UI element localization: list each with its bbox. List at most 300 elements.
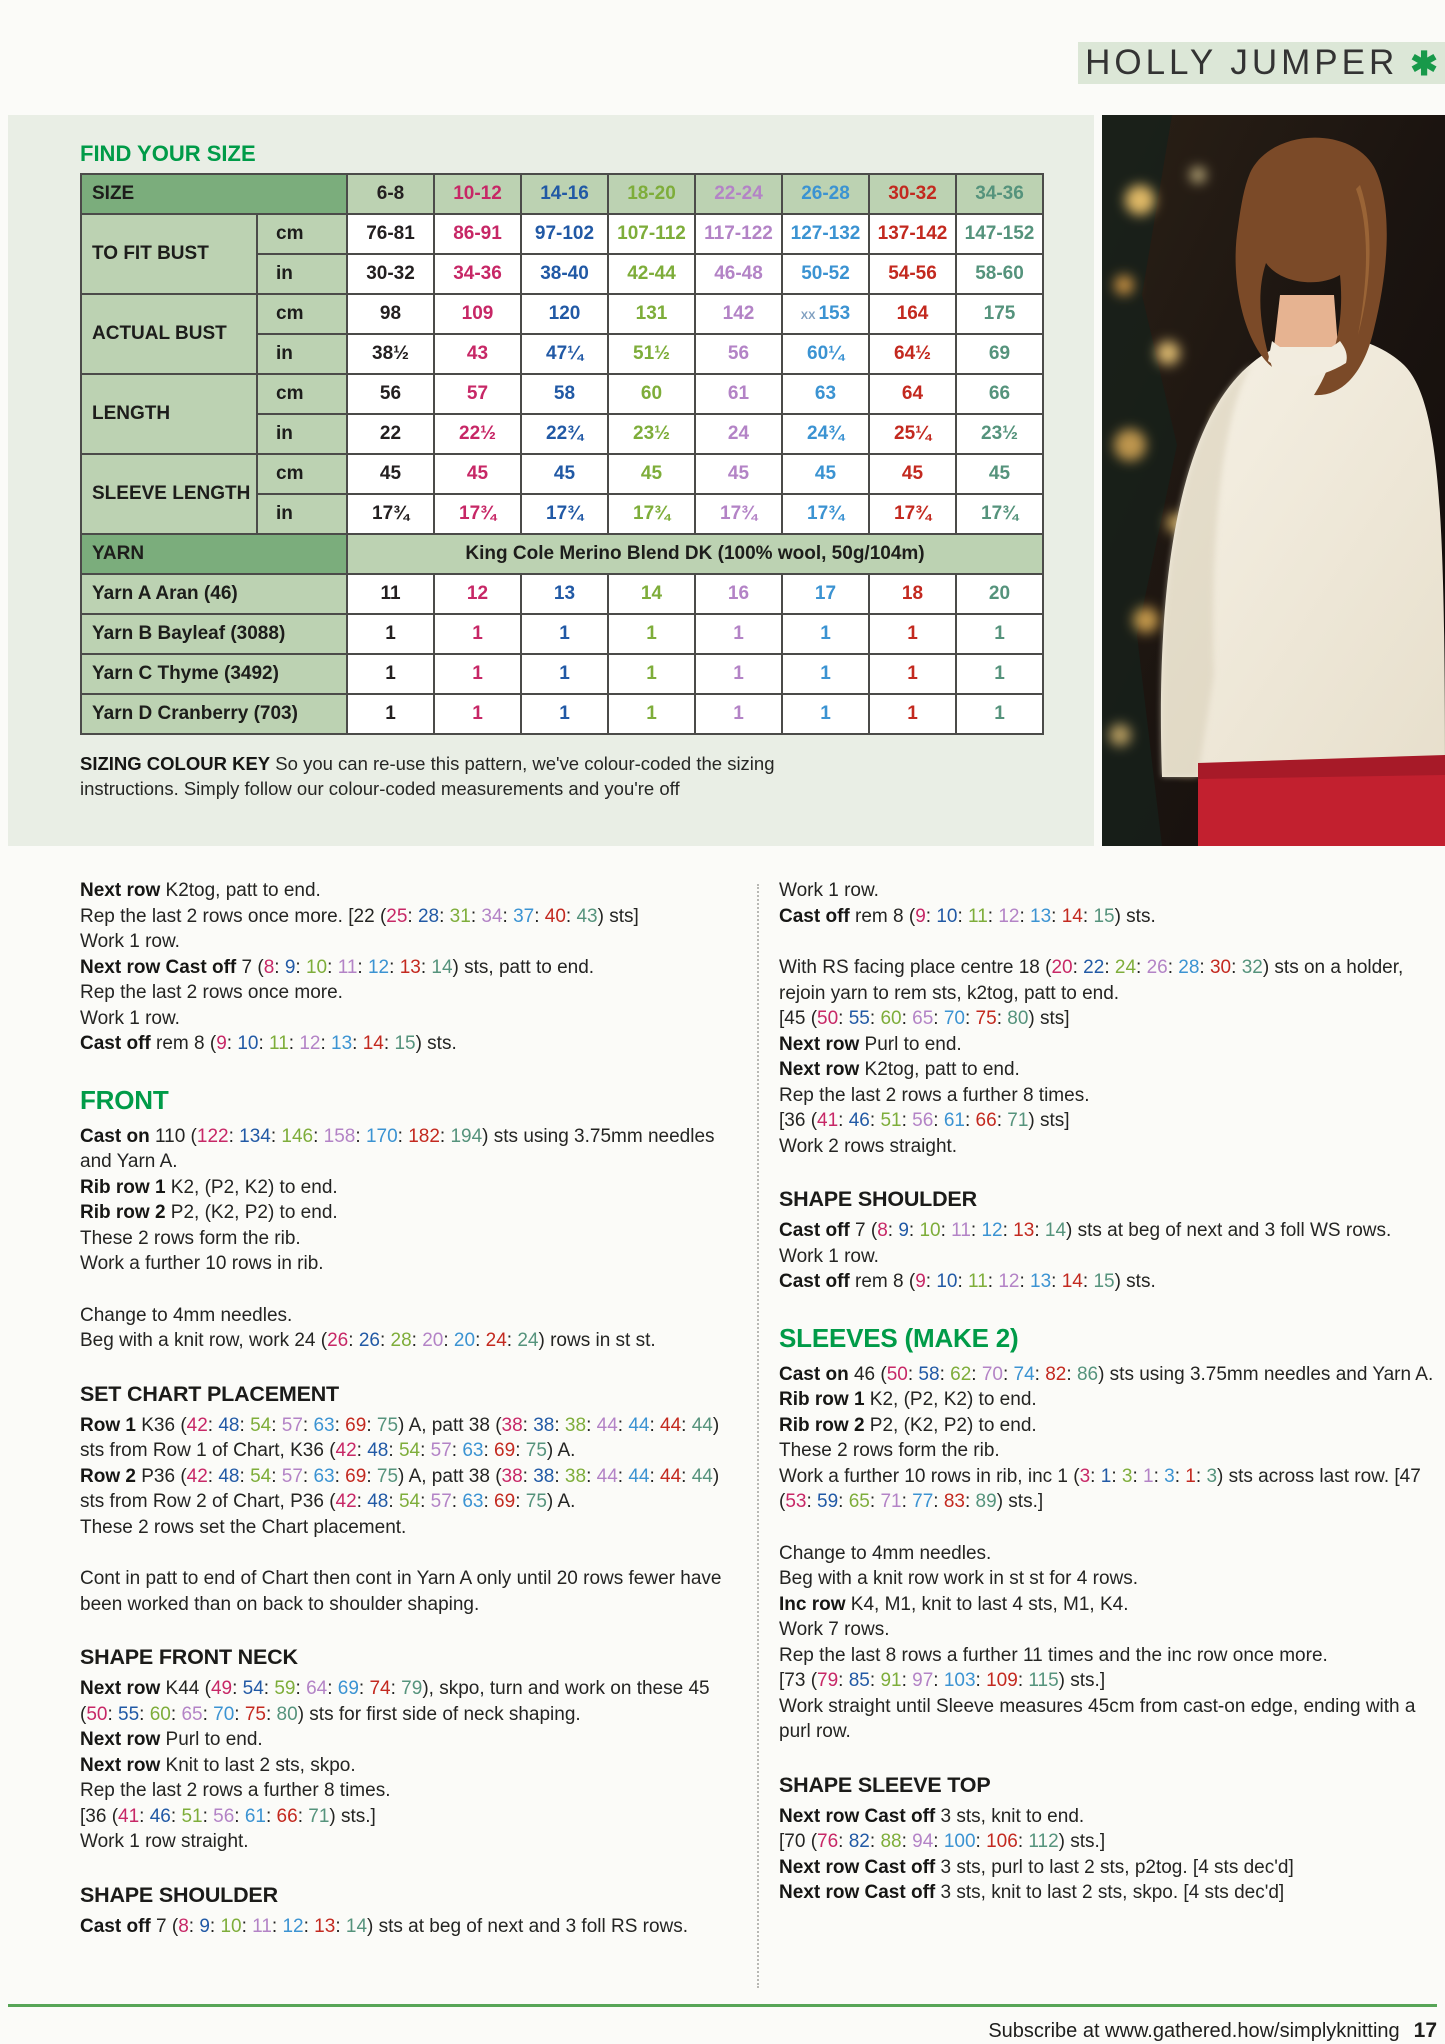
size-value: 46 bbox=[848, 1110, 870, 1131]
measure-value-cell: 17¾ bbox=[347, 494, 434, 534]
page-number: 17 bbox=[1413, 2019, 1437, 2042]
size-value: 41 bbox=[118, 1805, 140, 1827]
size-value: 24 bbox=[517, 1330, 539, 1351]
size-value: 42 bbox=[335, 1491, 357, 1512]
size-value: 60 bbox=[149, 1703, 171, 1725]
size-value: 42 bbox=[186, 1414, 208, 1436]
size-value: 48 bbox=[367, 1440, 389, 1461]
instruction-line: Cast off 7 (8: 9: 10: 11: 12: 13: 14) sts at beg of next and 3 foll WS rows. bbox=[779, 1220, 1392, 1241]
panel-heading: FIND YOUR SIZE bbox=[80, 141, 256, 166]
size-value: 86 bbox=[1076, 1363, 1099, 1385]
yarn-value-cell: 1 bbox=[347, 694, 434, 734]
instruction-paragraph bbox=[80, 878, 740, 1057]
yarn-value-cell: 1 bbox=[782, 694, 869, 734]
size-value: 51 bbox=[880, 1110, 902, 1131]
size-value: 76 bbox=[817, 1831, 839, 1852]
measure-value-cell: 58-60 bbox=[956, 254, 1043, 294]
size-value: 48 bbox=[218, 1465, 240, 1487]
size-value: 69 bbox=[494, 1491, 516, 1512]
instruction-paragraph bbox=[779, 1362, 1439, 1515]
yarn-value-cell: 1 bbox=[521, 614, 608, 654]
size-value: 15 bbox=[1093, 905, 1115, 927]
size-value: 41 bbox=[817, 1110, 839, 1131]
size-value: 106 bbox=[986, 1831, 1018, 1852]
instruction-paragraph bbox=[80, 1124, 740, 1277]
size-value: 26 bbox=[327, 1330, 349, 1351]
yarn-value-cell: 1 bbox=[434, 694, 521, 734]
yarn-value-cell: 12 bbox=[434, 574, 521, 614]
measure-value-cell: 46-48 bbox=[695, 254, 782, 294]
instruction-line: Work 7 rows. bbox=[779, 1619, 890, 1640]
section-heading: FRONT bbox=[80, 1084, 169, 1115]
instruction-line: Rib row 1 K2, (P2, K2) to end. bbox=[80, 1176, 338, 1198]
size-value: 48 bbox=[367, 1491, 389, 1512]
size-value: 28 bbox=[390, 1330, 412, 1351]
size-value: 77 bbox=[912, 1491, 934, 1512]
size-value: 42 bbox=[335, 1440, 357, 1461]
size-value: 63 bbox=[313, 1414, 335, 1436]
size-value: 11 bbox=[968, 1271, 988, 1292]
instruction-line: Cast off rem 8 (9: 10: 11: 12: 13: 14: 15) sts. bbox=[779, 1271, 1156, 1292]
size-value: 43 bbox=[576, 905, 598, 927]
measure-value-cell: 69 bbox=[956, 334, 1043, 374]
measure-value-cell: 56 bbox=[695, 334, 782, 374]
size-value: 50 bbox=[86, 1703, 108, 1725]
size-value: 26 bbox=[1146, 957, 1168, 978]
size-value: 14 bbox=[1044, 1220, 1067, 1241]
instruction-paragraph bbox=[779, 1541, 1439, 1745]
measure-value-cell: 17¾ bbox=[782, 494, 869, 534]
instruction-line: Row 1 K36 (42: 48: 54: 57: 63: 69: 75) A, patt 38 (38: 38: 38: 44: 44: 44: 44) sts from Row 1 of Chart, K36 (42: 48: 54: 57: 63: 69: 75) A. bbox=[80, 1414, 720, 1461]
size-value: 48 bbox=[218, 1414, 240, 1436]
yarn-row-label: Yarn A Aran (46) bbox=[81, 574, 347, 614]
measure-value-cell: 38½ bbox=[347, 334, 434, 374]
section-heading: SHAPE SHOULDER bbox=[80, 1882, 278, 1907]
measure-value-cell: XX 153 bbox=[782, 294, 869, 334]
measure-value-cell: 97-102 bbox=[521, 214, 608, 254]
instruction-line: [70 (76: 82: 88: 94: 100: 106: 112) sts.] bbox=[779, 1831, 1106, 1852]
size-value: 11 bbox=[337, 956, 358, 978]
size-value: 38 bbox=[501, 1414, 523, 1436]
measure-value-cell: 127-132 bbox=[782, 214, 869, 254]
measure-value-cell: 22½ bbox=[434, 414, 521, 454]
size-value: 71 bbox=[880, 1491, 902, 1512]
size-value: 3 bbox=[1079, 1465, 1091, 1487]
yarn-value-cell: 1 bbox=[695, 614, 782, 654]
size-value: 10 bbox=[919, 1220, 941, 1241]
instruction-line: These 2 rows form the rib. bbox=[779, 1440, 1000, 1461]
measure-value-cell: 45 bbox=[869, 454, 956, 494]
table-row bbox=[81, 614, 1043, 654]
measure-value-cell: 23½ bbox=[956, 414, 1043, 454]
measure-value-cell: 107-112 bbox=[608, 214, 695, 254]
instruction-line: Work 1 row straight. bbox=[80, 1831, 249, 1852]
size-value: 32 bbox=[1241, 957, 1263, 978]
size-value: 30 bbox=[1209, 957, 1232, 978]
yarn-value-cell: 1 bbox=[521, 694, 608, 734]
size-value: 13 bbox=[399, 956, 421, 978]
size-value: 28 bbox=[1178, 957, 1200, 978]
yarn-spec-cell: King Cole Merino Blend DK (100% wool, 50g/104m) bbox=[347, 534, 1043, 574]
measure-row-label: TO FIT BUST bbox=[81, 214, 257, 294]
instruction-line: Cast on 46 (50: 58: 62: 70: 74: 82: 86) sts using 3.75mm needles and Yarn A. bbox=[779, 1363, 1434, 1385]
size-value: 38 bbox=[501, 1465, 523, 1487]
size-column-header: 10-12 bbox=[434, 174, 521, 214]
instruction-line: Change to 4mm needles. bbox=[80, 1304, 293, 1326]
instruction-paragraph bbox=[80, 1413, 740, 1541]
measure-value-cell: 34-36 bbox=[434, 254, 521, 294]
size-value: 3 bbox=[1121, 1465, 1133, 1487]
size-value: 54 bbox=[398, 1491, 421, 1512]
size-value: 42 bbox=[186, 1465, 208, 1487]
size-value: 20 bbox=[422, 1330, 444, 1351]
size-value: 79 bbox=[817, 1670, 839, 1691]
size-value: 25 bbox=[386, 905, 408, 927]
table-row bbox=[81, 454, 1043, 494]
measure-value-cell: 64 bbox=[869, 374, 956, 414]
instruction-line: Next row K2tog, patt to end. bbox=[779, 1059, 1020, 1080]
measure-value-cell: 64½ bbox=[869, 334, 956, 374]
size-value: 12 bbox=[998, 905, 1020, 927]
size-value: 54 bbox=[250, 1465, 272, 1487]
size-value: 13 bbox=[1030, 905, 1052, 927]
yarn-value-cell: 1 bbox=[347, 614, 434, 654]
yarn-value-cell: 1 bbox=[869, 654, 956, 694]
page-header-band bbox=[1078, 42, 1445, 84]
measure-value-cell: 137-142 bbox=[869, 214, 956, 254]
instruction-line: Next row K2tog, patt to end. bbox=[80, 880, 321, 901]
table-row bbox=[81, 294, 1043, 334]
yarn-value-cell: 14 bbox=[608, 574, 695, 614]
flower-icon: ✱ bbox=[1410, 44, 1438, 82]
yarn-value-cell: 1 bbox=[434, 614, 521, 654]
measure-value-cell: 175 bbox=[956, 294, 1043, 334]
size-value: 112 bbox=[1028, 1831, 1059, 1852]
size-value: 8 bbox=[877, 1220, 888, 1241]
section-heading: SHAPE FRONT NECK bbox=[80, 1645, 298, 1669]
model-photo-art bbox=[1102, 115, 1445, 846]
size-value: 66 bbox=[975, 1110, 997, 1131]
unit-cell: cm bbox=[257, 294, 347, 334]
column-divider bbox=[757, 884, 759, 1988]
unit-cell: cm bbox=[257, 214, 347, 254]
size-value: 65 bbox=[912, 1008, 934, 1029]
size-value: 55 bbox=[848, 1008, 870, 1029]
yarn-row-label: Yarn D Cranberry (703) bbox=[81, 694, 347, 734]
size-column-header: 18-20 bbox=[608, 174, 695, 214]
measure-value-cell: 42-44 bbox=[608, 254, 695, 294]
yarn-value-cell: 16 bbox=[695, 574, 782, 614]
yarn-value-cell: 1 bbox=[695, 654, 782, 694]
measure-value-cell: 17¾ bbox=[956, 494, 1043, 534]
yarn-row-label: Yarn C Thyme (3492) bbox=[81, 654, 347, 694]
yarn-value-cell: 1 bbox=[521, 654, 608, 694]
size-value: 1 bbox=[1100, 1465, 1112, 1487]
size-table-body bbox=[81, 174, 1043, 734]
instruction-paragraph bbox=[779, 878, 1439, 929]
instruction-line: Cont in patt to end of Chart then cont in Yarn A only until 20 rows fewer have been worked than on back to shoulder shaping. bbox=[80, 1568, 722, 1615]
page-title: HOLLY JUMPER bbox=[1085, 43, 1399, 82]
size-value: 65 bbox=[848, 1491, 870, 1512]
size-value: 9 bbox=[898, 1220, 909, 1241]
measure-value-cell: 131 bbox=[608, 294, 695, 334]
size-value: 11 bbox=[269, 1033, 289, 1054]
yarn-value-cell: 1 bbox=[434, 654, 521, 694]
measure-value-cell: 86-91 bbox=[434, 214, 521, 254]
instruction-paragraph bbox=[80, 1303, 740, 1354]
size-value: 66 bbox=[276, 1805, 298, 1827]
instruction-line: With RS facing place centre 18 (20: 22: 24: 26: 28: 30: 32) sts on a holder, rejoin yarn to rem sts, k2tog, patt to end. bbox=[779, 957, 1404, 1004]
size-value: 13 bbox=[1013, 1220, 1035, 1241]
size-value: 75 bbox=[975, 1008, 997, 1029]
size-value: 80 bbox=[276, 1703, 298, 1725]
size-value: 13 bbox=[314, 1915, 336, 1937]
measure-value-cell: 23½ bbox=[608, 414, 695, 454]
yarn-value-cell: 1 bbox=[869, 614, 956, 654]
size-value: 44 bbox=[628, 1414, 650, 1436]
instruction-line: Rep the last 2 rows a further 8 times. bbox=[80, 1780, 391, 1801]
size-value: 10 bbox=[237, 1033, 259, 1054]
size-value: 11 bbox=[951, 1220, 971, 1241]
measure-value-cell: 17¾ bbox=[521, 494, 608, 534]
measure-value-cell: 117-122 bbox=[695, 214, 782, 254]
instruction-paragraph bbox=[779, 1218, 1439, 1295]
size-value: 38 bbox=[533, 1465, 555, 1487]
instruction-line: Beg with a knit row work in st st for 4 rows. bbox=[779, 1568, 1139, 1589]
size-value: 83 bbox=[943, 1491, 965, 1512]
measure-value-cell: 45 bbox=[521, 454, 608, 494]
measure-value-cell: 51½ bbox=[608, 334, 695, 374]
size-value: 57 bbox=[430, 1440, 452, 1461]
instruction-line: Next row K44 (49: 54: 59: 64: 69: 74: 79), skpo, turn and work on these 45 (50: 55: 60: 65: 70: 75: 80) sts for first side of neck shaping. bbox=[80, 1678, 710, 1725]
size-value: 8 bbox=[263, 956, 275, 978]
instruction-line: Work 1 row. bbox=[779, 880, 879, 901]
instruction-line: Rep the last 8 rows a further 11 times and the inc row once more. bbox=[779, 1644, 1328, 1666]
size-value: 70 bbox=[213, 1703, 235, 1725]
size-value: 79 bbox=[401, 1678, 423, 1699]
instructions-column-right bbox=[779, 878, 1439, 1932]
size-value: 61 bbox=[244, 1805, 266, 1827]
yarn-value-cell: 18 bbox=[869, 574, 956, 614]
size-value: 64 bbox=[306, 1678, 328, 1699]
size-value: 15 bbox=[1093, 1271, 1115, 1292]
yarn-value-cell: 20 bbox=[956, 574, 1043, 614]
size-value: 134 bbox=[239, 1125, 271, 1147]
size-value: 40 bbox=[544, 905, 566, 927]
size-value: 44 bbox=[596, 1414, 618, 1436]
measure-value-cell: 30-32 bbox=[347, 254, 434, 294]
size-value: 15 bbox=[394, 1033, 416, 1054]
size-value: 158 bbox=[323, 1125, 356, 1147]
instruction-line: Cast off 7 (8: 9: 10: 11: 12: 13: 14) sts at beg of next and 3 foll RS rows. bbox=[80, 1915, 689, 1937]
instruction-paragraph bbox=[80, 1914, 740, 1940]
size-value: 75 bbox=[525, 1491, 547, 1512]
instruction-line: Next row Purl to end. bbox=[779, 1033, 962, 1055]
size-value: 11 bbox=[252, 1915, 272, 1937]
table-row bbox=[81, 214, 1043, 254]
instruction-paragraph bbox=[80, 1566, 740, 1617]
table-row bbox=[81, 374, 1043, 414]
measure-value-cell: 54-56 bbox=[869, 254, 956, 294]
size-column-header: 14-16 bbox=[521, 174, 608, 214]
size-value: 9 bbox=[915, 905, 926, 927]
instruction-line: Cast on 110 (122: 134: 146: 158: 170: 182: 194) sts using 3.75mm needles and Yarn A. bbox=[80, 1125, 715, 1172]
size-value: 10 bbox=[220, 1915, 242, 1937]
measure-value-cell: 24 bbox=[695, 414, 782, 454]
size-column-header: 22-24 bbox=[695, 174, 782, 214]
measure-value-cell: 61 bbox=[695, 374, 782, 414]
instruction-line: These 2 rows form the rib. bbox=[80, 1227, 301, 1249]
measure-value-cell: 66 bbox=[956, 374, 1043, 414]
measure-row-label: LENGTH bbox=[81, 374, 257, 454]
instruction-line: Next row Cast off 3 sts, knit to end. bbox=[779, 1805, 1085, 1827]
yarn-row-label: Yarn B Bayleaf (3088) bbox=[81, 614, 347, 654]
size-value: 44 bbox=[660, 1465, 682, 1487]
footer-rule bbox=[8, 2004, 1437, 2007]
size-value: 194 bbox=[450, 1125, 483, 1147]
size-value: 9 bbox=[199, 1915, 210, 1937]
instruction-paragraph bbox=[80, 1676, 740, 1855]
instruction-line: Beg with a knit row, work 24 (26: 26: 28: 20: 20: 24: 24) rows in st st. bbox=[80, 1330, 656, 1351]
footer bbox=[637, 2019, 1437, 2043]
size-value: 38 bbox=[564, 1465, 587, 1487]
instruction-line: [45 (50: 55: 60: 65: 70: 75: 80) sts] bbox=[779, 1008, 1070, 1029]
instruction-line: Work 1 row. bbox=[779, 1245, 879, 1267]
size-value: 38 bbox=[564, 1414, 587, 1436]
measure-value-cell: 47¼ bbox=[521, 334, 608, 374]
size-value: 182 bbox=[408, 1125, 440, 1147]
size-value: 89 bbox=[975, 1491, 997, 1512]
instruction-line: Work 1 row. bbox=[80, 1007, 180, 1029]
yarn-value-cell: 1 bbox=[608, 694, 695, 734]
instruction-line: Work a further 10 rows in rib. bbox=[80, 1253, 324, 1274]
size-column-header: 26-28 bbox=[782, 174, 869, 214]
size-value: 75 bbox=[376, 1414, 399, 1436]
size-value: 37 bbox=[513, 905, 535, 927]
size-value: 59 bbox=[274, 1678, 296, 1699]
size-value: 61 bbox=[943, 1110, 965, 1131]
size-value: 53 bbox=[785, 1491, 807, 1512]
measure-value-cell: 58 bbox=[521, 374, 608, 414]
size-value: 44 bbox=[628, 1465, 650, 1487]
measure-value-cell: 45 bbox=[956, 454, 1043, 494]
size-value: 115 bbox=[1028, 1670, 1059, 1691]
yarn-value-cell: 1 bbox=[695, 694, 782, 734]
neck bbox=[1274, 295, 1338, 347]
size-value: 63 bbox=[313, 1465, 335, 1487]
yarn-value-cell: 1 bbox=[782, 654, 869, 694]
measure-value-cell: 60 bbox=[608, 374, 695, 414]
size-value: 122 bbox=[196, 1125, 229, 1147]
yarn-value-cell: 1 bbox=[956, 654, 1043, 694]
instruction-line: Next row Knit to last 2 sts, skpo. bbox=[80, 1754, 356, 1776]
sizing-colour-key-label: SIZING COLOUR KEY bbox=[80, 753, 271, 774]
section-heading: SLEEVES (MAKE 2) bbox=[779, 1322, 1019, 1353]
instruction-line: Cast off rem 8 (9: 10: 11: 12: 13: 14: 15) sts. bbox=[80, 1033, 457, 1054]
size-value: 11 bbox=[968, 905, 988, 927]
size-value: 14 bbox=[431, 956, 453, 978]
size-value: 24 bbox=[485, 1330, 507, 1351]
size-value: 75 bbox=[376, 1465, 399, 1487]
size-value: 13 bbox=[1030, 1271, 1052, 1292]
instruction-line: Next row Cast off 3 sts, purl to last 2 sts, p2tog. [4 sts dec'd] bbox=[779, 1856, 1294, 1878]
size-value: 24 bbox=[1114, 957, 1137, 978]
instruction-paragraph bbox=[779, 1804, 1439, 1906]
instruction-line: Work straight until Sleeve measures 45cm from cast-on edge, ending with a purl row. bbox=[779, 1695, 1416, 1742]
size-value: 97 bbox=[912, 1670, 934, 1691]
size-value: 10 bbox=[305, 956, 328, 978]
instruction-line: Rep the last 2 rows once more. [22 (25: 28: 31: 34: 37: 40: 43) sts] bbox=[80, 905, 639, 927]
size-value: 14 bbox=[362, 1033, 384, 1054]
size-value: 44 bbox=[596, 1465, 618, 1487]
unit-cell: cm bbox=[257, 374, 347, 414]
instruction-line: [73 (79: 85: 91: 97: 103: 109: 115) sts.] bbox=[779, 1670, 1106, 1691]
size-value: 28 bbox=[417, 905, 440, 927]
size-value: 63 bbox=[462, 1440, 484, 1461]
size-value: 69 bbox=[345, 1465, 367, 1487]
yarn-value-cell: 1 bbox=[869, 694, 956, 734]
measure-value-cell: 45 bbox=[434, 454, 521, 494]
size-value: 54 bbox=[242, 1678, 264, 1699]
instruction-line: Rep the last 2 rows once more. bbox=[80, 982, 343, 1003]
instruction-line: Rib row 1 K2, (P2, K2) to end. bbox=[779, 1389, 1037, 1410]
instruction-line: Cast off rem 8 (9: 10: 11: 12: 13: 14: 15) sts. bbox=[779, 905, 1156, 927]
size-header-label: SIZE bbox=[81, 174, 347, 214]
cell-note: XX bbox=[800, 310, 816, 322]
size-value: 60 bbox=[880, 1008, 902, 1029]
size-value: 70 bbox=[981, 1363, 1003, 1385]
size-value: 44 bbox=[691, 1465, 713, 1487]
size-value: 51 bbox=[181, 1805, 203, 1827]
instruction-line: Work 2 rows straight. bbox=[779, 1135, 958, 1157]
size-value: 69 bbox=[337, 1678, 359, 1699]
instruction-line: Rib row 2 P2, (K2, P2) to end. bbox=[779, 1414, 1037, 1436]
instruction-line: Rib row 2 P2, (K2, P2) to end. bbox=[80, 1202, 338, 1223]
measure-value-cell: 22¾ bbox=[521, 414, 608, 454]
size-value: 82 bbox=[848, 1831, 870, 1852]
measure-value-cell: 17¾ bbox=[608, 494, 695, 534]
yarn-value-cell: 1 bbox=[956, 614, 1043, 654]
instruction-line: Next row Cast off 7 (8: 9: 10: 11: 12: 13: 14) sts, patt to end. bbox=[80, 956, 595, 978]
size-value: 34 bbox=[481, 905, 503, 927]
measure-value-cell: 56 bbox=[347, 374, 434, 414]
measure-value-cell: 45 bbox=[347, 454, 434, 494]
size-table bbox=[80, 173, 1044, 735]
measure-value-cell: 17¾ bbox=[869, 494, 956, 534]
size-value: 75 bbox=[244, 1703, 266, 1725]
size-value: 54 bbox=[250, 1414, 272, 1436]
section-heading: SET CHART PLACEMENT bbox=[80, 1381, 339, 1406]
measure-row-label: ACTUAL BUST bbox=[81, 294, 257, 374]
size-value: 20 bbox=[453, 1330, 476, 1351]
size-value: 56 bbox=[912, 1110, 934, 1131]
unit-cell: in bbox=[257, 414, 347, 454]
size-value: 14 bbox=[1061, 1271, 1083, 1292]
size-value: 12 bbox=[282, 1915, 304, 1937]
size-value: 14 bbox=[345, 1915, 368, 1937]
size-value: 26 bbox=[358, 1330, 380, 1351]
measure-value-cell: 142 bbox=[695, 294, 782, 334]
instruction-line: Row 2 P36 (42: 48: 54: 57: 63: 69: 75) A, patt 38 (38: 38: 38: 44: 44: 44: 44) sts from Row 2 of Chart, P36 (42: 48: 54: 57: 63: 69: 75) A. bbox=[80, 1465, 720, 1512]
instruction-line: Next row Cast off 3 sts, knit to last 2 sts, skpo. [4 sts dec'd] bbox=[779, 1882, 1285, 1903]
unit-cell: in bbox=[257, 494, 347, 534]
instruction-line: Inc row K4, M1, knit to last 4 sts, M1, K4. bbox=[779, 1593, 1129, 1615]
instruction-line: Work 1 row. bbox=[80, 931, 180, 952]
size-value: 13 bbox=[331, 1033, 353, 1054]
yarn-header-label: YARN bbox=[81, 534, 347, 574]
measure-value-cell: 60¼ bbox=[782, 334, 869, 374]
unit-cell: in bbox=[257, 254, 347, 294]
